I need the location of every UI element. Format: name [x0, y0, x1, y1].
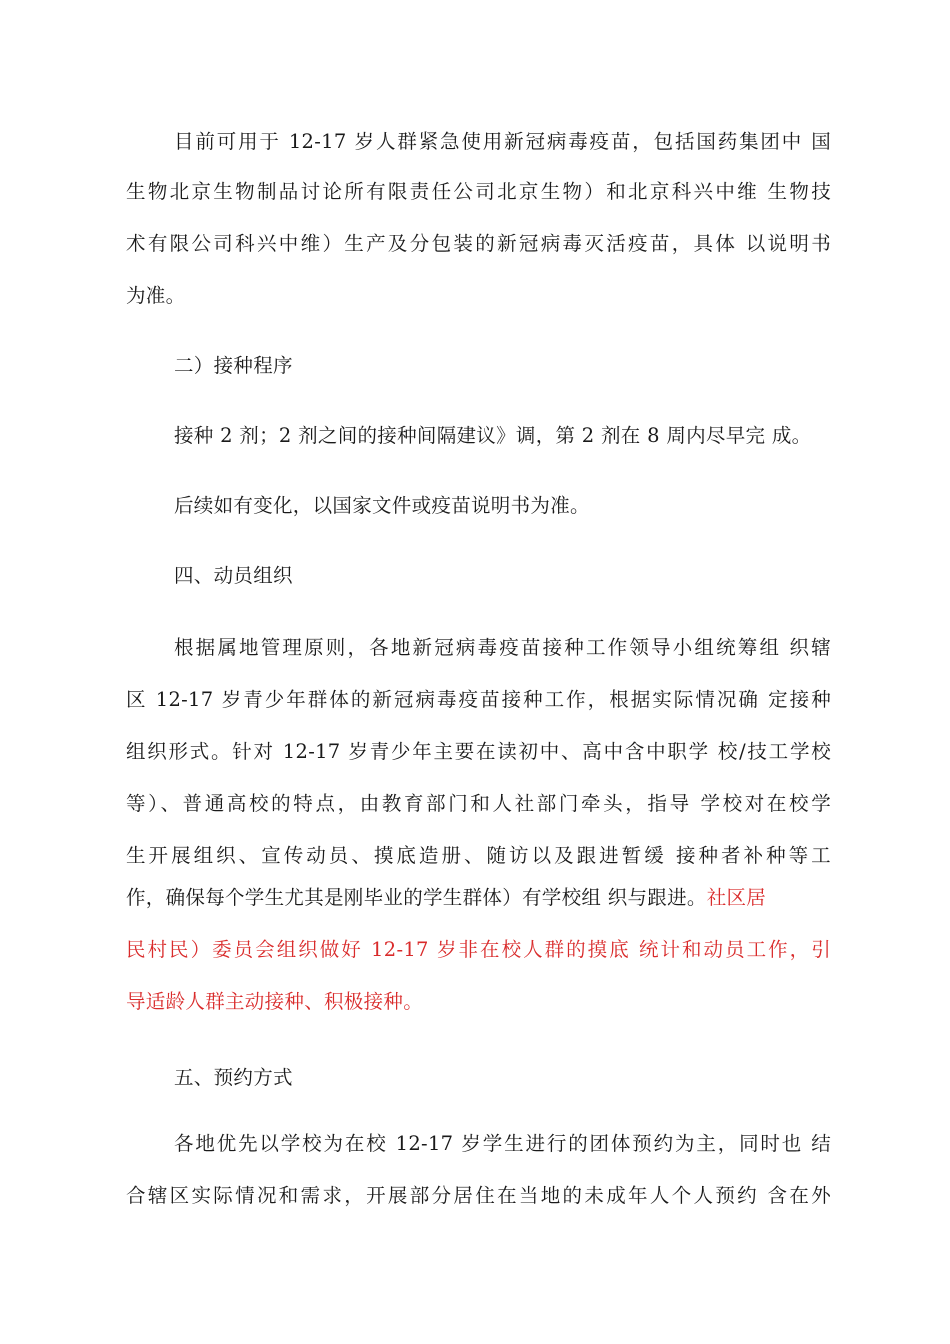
paragraph-line-mixed — [126, 884, 831, 912]
paragraph-line: 术有限公司科兴中维）生产及分包装的新冠病毒灭活疫苗，具体 以说明书 — [126, 232, 831, 255]
paragraph-line: 接种 2 剂；2 剂之间的接种间隔建议》调，第 2 剂在 8 周内尽早完 成。 — [174, 424, 812, 447]
paragraph-line: 目前可用于 12-17 岁人群紧急使用新冠病毒疫苗，包括国药集团中 国 — [174, 130, 831, 153]
highlight-text: 社区居 — [706, 886, 767, 909]
paragraph-line: 为准。 — [126, 284, 186, 307]
highlight-line: 民村民）委员会组织做好 12-17 岁非在校人群的摸底 统计和动员工作，引 — [126, 938, 831, 961]
paragraph-line: 组织形式。针对 12-17 岁青少年主要在读初中、高中含中职学 校/技工学校 — [126, 740, 831, 763]
paragraph-line: 根据属地管理原则，各地新冠病毒疫苗接种工作领导小组统筹组 织辖 — [174, 636, 831, 659]
paragraph-line: 区 12-17 岁青少年群体的新冠病毒疫苗接种工作，根据实际情况确 定接种 — [126, 688, 831, 711]
section-heading: 四、动员组织 — [174, 564, 293, 587]
paragraph-text: 作，确保每个学生尤其是刚毕业的学生群体）有学校组 织与跟进。 — [126, 886, 707, 909]
section-heading: 二）接种程序 — [174, 354, 293, 377]
section-heading: 五、预约方式 — [174, 1066, 293, 1089]
paragraph-line: 生物北京生物制品讨论所有限责任公司北京生物）和北京科兴中维 生物技 — [126, 180, 831, 203]
paragraph-line: 生开展组织、宣传动员、摸底造册、随访以及跟进暂缓 接种者补种等工 — [126, 844, 831, 867]
paragraph-line: 合辖区实际情况和需求，开展部分居住在当地的未成年人个人预约 含在外 — [126, 1184, 831, 1207]
paragraph-line: 等）、普通高校的特点，由教育部门和人社部门牵头，指导 学校对在校学 — [126, 792, 831, 815]
highlight-line: 导适龄人群主动接种、积极接种。 — [126, 990, 424, 1013]
paragraph-line: 各地优先以学校为在校 12-17 岁学生进行的团体预约为主，同时也 结 — [174, 1132, 831, 1155]
paragraph-line: 后续如有变化，以国家文件或疫苗说明书为准。 — [174, 494, 590, 517]
